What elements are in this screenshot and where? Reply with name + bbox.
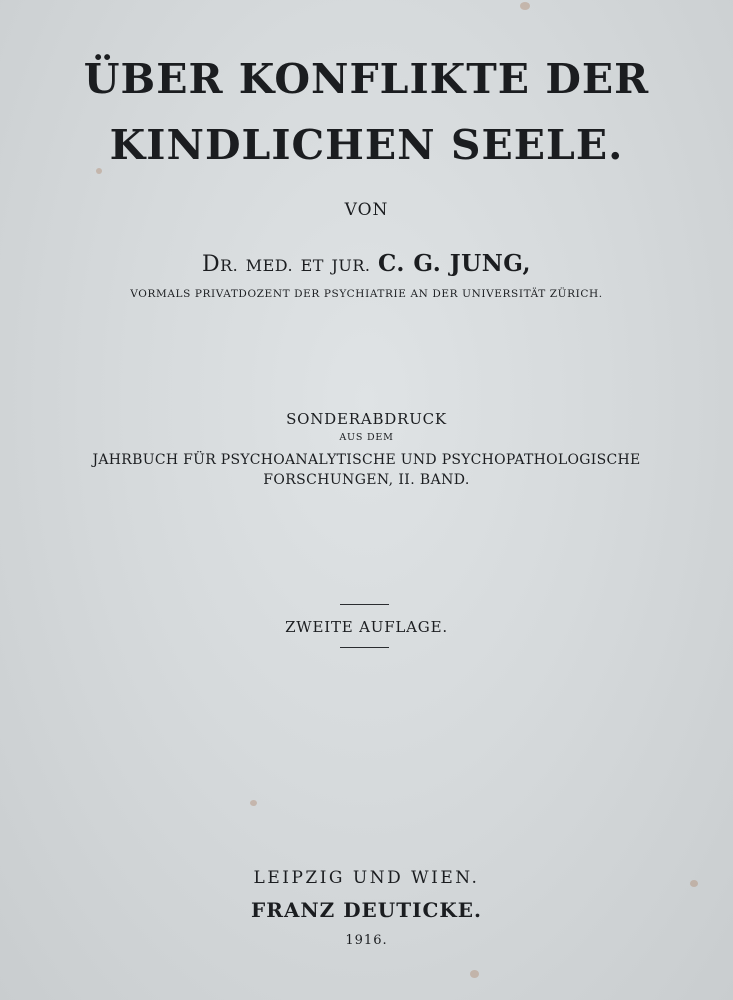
offprint-from: AUS DEM [339,432,394,443]
author-dr-suffix: R. [220,256,239,275]
author-med: MED. [245,256,294,275]
journal-title-line-1: JAHRBUCH FÜR PSYCHOANALYTISCHE UND PSYCHOPATHOLOGISCHE [92,452,641,468]
by-line: VON [344,200,389,220]
author-jur: JUR. [331,256,371,275]
author-et: ET [300,256,324,275]
author-affiliation: VORMALS PRIVATDOZENT DER PSYCHIATRIE AN DER UNIVERSITÄT ZÜRICH. [130,288,603,300]
foxing-spot [520,2,530,10]
edition-label: ZWEITE AUFLAGE. [285,618,448,636]
imprint-publisher: FRANZ DEUTICKE. [251,898,482,922]
offprint-label: SONDERABDRUCK [286,410,447,428]
author-name: C. G. JUNG, [378,250,532,277]
edition-rule-top [340,604,389,605]
author-line [0,250,733,277]
imprint-city: LEIPZIG UND WIEN. [253,868,480,888]
foxing-spot [250,800,257,806]
journal-title-line-2: FORSCHUNGEN, II. BAND. [263,472,470,488]
author-dr: D [201,252,221,277]
edition-rule-bottom [340,647,389,648]
foxing-spot [470,970,479,978]
imprint-year: 1916. [345,933,388,948]
title-line-2: KINDLICHEN SEELE. [109,121,624,169]
title-line-1: ÜBER KONFLIKTE DER [83,55,650,103]
